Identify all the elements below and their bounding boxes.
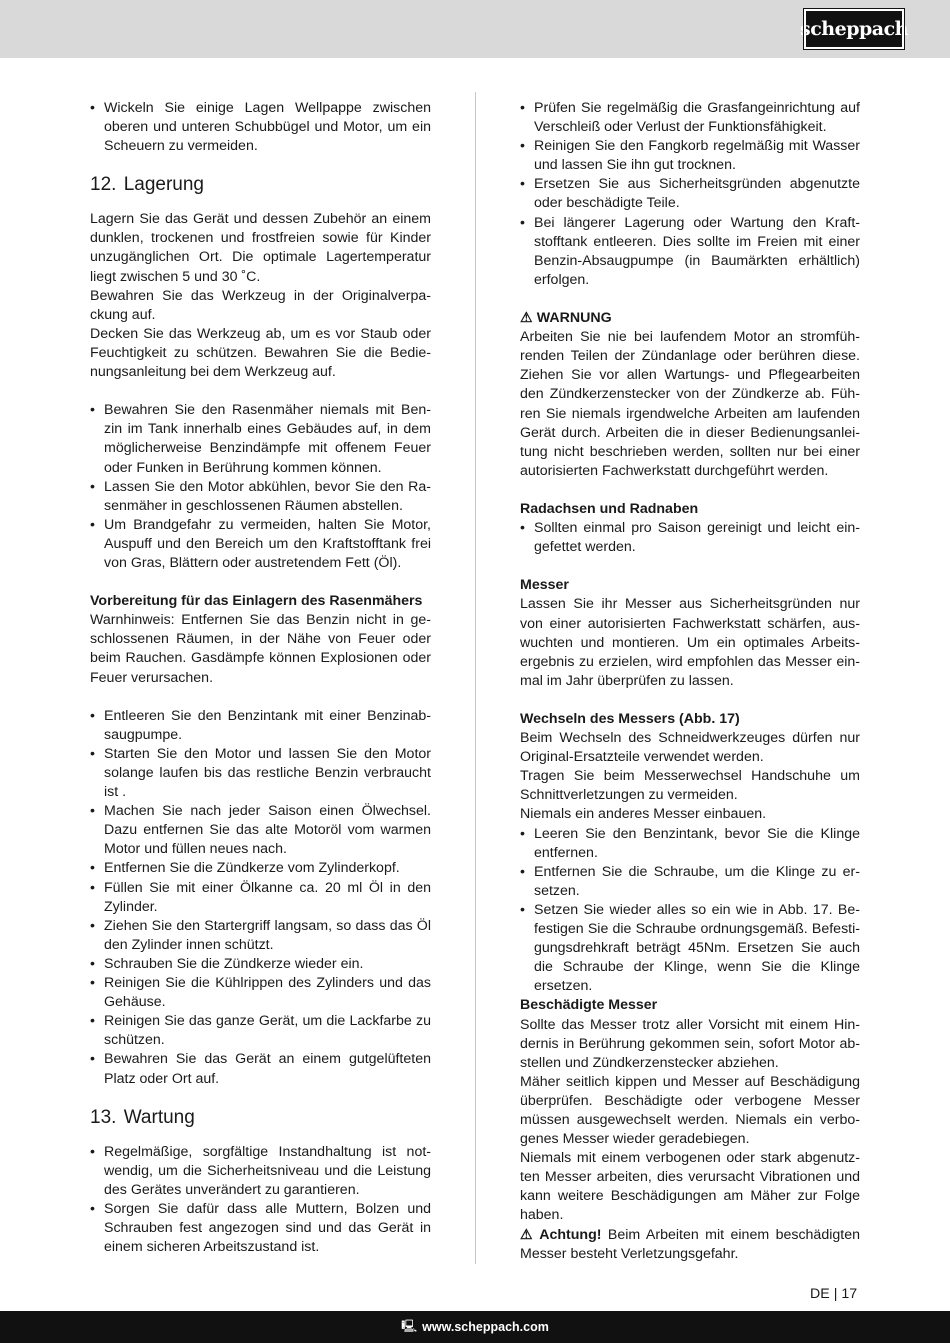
list-item: • Setzen Sie wieder alles so ein wie in Abb. 17. Be-festigen Sie die Schraube ordnungsgemäß. Befesti-gungsdrehkraft beträgt 45Nm. Ersetzen Sie auch die Schraube der Klinge, wenn Sie die Klinge ersetzen. [520,901,860,996]
paragraph: Sollte das Messer trotz aller Vorsicht mit einem Hin-dernis in Berührung gekommen sein, sofort Motor ab-stellen und Zündkerzenstecker abziehen. [520,1016,860,1071]
paragraph: Bewahren Sie das Werkzeug in der Originalverpa-ckung auf. [90,287,431,323]
list-item: • Reinigen Sie das ganze Gerät, um die Lackfarbe zu schützen. [90,1012,431,1050]
scheppach-logo: scheppach [804,9,904,49]
paragraph: Niemals ein anderes Messer einbauen. [520,806,767,823]
website-link[interactable]: www.scheppach.com [422,1320,549,1334]
right-column [520,99,860,1264]
list-item: • Leeren Sie den Benzintank, bevor Sie die Klinge entfernen. [520,825,860,863]
list-item: • Lassen Sie den Motor abkühlen, bevor Sie den Ra-senmäher in geschlossenen Räumen abstellen. [90,478,431,516]
wartung-bullet-list [90,1143,431,1258]
list-item: • Entleeren Sie den Benzintank mit einer Benzinab-saugpumpe. [90,707,431,745]
warning-triangle-icon: ⚠ [520,1226,536,1243]
list-item: • Entfernen Sie die Schraube, um die Klinge zu er-setzen. [520,863,860,901]
list-item: • Wickeln Sie einige Lagen Wellpappe zwischen oberen und unteren Schubbügel und Motor, um ein Scheuern zu vermeiden. [90,99,431,156]
lagerung-bullet-list [90,401,431,573]
paragraph: Warnhinweis: Entfernen Sie das Benzin nicht in ge-schlossenen Räumen, in der Nähe von Feuer oder beim Rauchen. Gasdämpfe können Explosionen oder Feuer verursachen. [90,612,431,686]
section-title: Lagerung [123,174,204,196]
section-12-heading [90,173,431,197]
subheading: Radachsen und Radnaben [520,500,699,517]
list-item: • Ersetzen Sie aus Sicherheitsgründen abgenutzte oder beschädigte Teile. [520,175,860,213]
section-number: 13. [90,1106,117,1128]
page-value: 17 [841,1286,858,1302]
list-item: • Regelmäßige, sorgfältige Instandhaltung ist not-wendig, um die Sicherheitsniveau und die Leistung des Gerätes unverändert zu garantieren. [90,1143,431,1200]
paragraph: Lagern Sie das Gerät und dessen Zubehör an einem dunklen, trockenen und frostfreien sowie für Kinder unzugänglichen Ort. Die optimale Lagertemperatur liegt zwischen 5 und 30 ˚C. [90,211,431,285]
subheading: Wechseln des Messers (Abb. 17) [520,711,740,727]
paragraph: Arbeiten Sie nie bei laufendem Motor an stromfüh-renden Teilen der Zündanlage oder berühren diese. Ziehen Sie vor allen Wartungs- und Pflegearbeiten den Zündkerzenstecker von der Zündkerze ab. Füh-ren Sie niemals irgendwelche Arbeiten am laufenden Gerät durch. Arbeiten die in dieser Bedienungsanlei-tung nicht beschrieben werden, sollten nur bei einer autorisierten Fachwerkstatt durchgeführt werden. [520,329,860,479]
list-item: • Bewahren Sie den Rasenmäher niemals mit Ben-zin im Tank innerhalb eines Gebäudes auf, in dem möglicherweise Benzindämpfe mit offenem Feuer oder Funken in Berührung kommen können. [90,401,431,477]
list-item: • Prüfen Sie regelmäßig die Grasfangeinrichtung auf Verschleiß oder Verlust der Funktionsfähigkeit. [520,99,860,137]
wechseln-bullet-list [520,825,860,997]
monitor-icon: 🖳 [401,1318,418,1333]
list-item: • Starten Sie den Motor und lassen Sie den Motor solange laufen bis das restliche Benzin verbraucht ist . [90,745,431,802]
list-item: • Um Brandgefahr zu vermeiden, halten Sie Motor, Auspuff und den Bereich um den Kraftstofftank frei von Gras, Blättern oder austretendem Fett (Öl). [90,516,431,573]
warning-triangle-icon: ⚠ [520,310,533,327]
paragraph: Decken Sie das Werkzeug ab, um es vor Staub oder Feuchtigkeit zu schützen. Bewahren Sie die Bedie-nungsanleitung bei dem Werkzeug auf. [90,325,431,381]
list-item: • Reinigen Sie den Fangkorb regelmäßig mit Wasser und lassen Sie ihn gut trocknen. [520,137,860,175]
paragraph: Lassen Sie ihr Messer aus Sicherheitsgründen nur von einer autorisierten Fachwerkstatt schärfen, aus-wuchten und montieren. Um ein optimales Arbeits-ergebnis zu erzielen, wird empfohlen das Messer ein-mal im Jahr überprüfen zu lassen. [520,596,860,689]
list-item: • Schrauben Sie die Zündkerze wieder ein. [90,955,431,974]
section-number: 12. [90,174,117,196]
list-item: • Füllen Sie mit einer Ölkanne ca. 20 ml Öl in den Zylinder. [90,879,431,917]
footer-bar [0,1311,950,1343]
list-item: • Reinigen Sie die Kühlrippen des Zylinders und das Gehäuse. [90,974,431,1012]
list-item: • Sorgen Sie dafür dass alle Muttern, Bolzen und Schrauben fest angezogen sind und das Gerät in einem sicheren Arbeitszustand ist. [90,1200,431,1257]
vorbereitung-bullet-list [90,707,431,1089]
paragraph: Mäher seitlich kippen und Messer auf Beschädigung überprüfen. Beschädigte oder verbogene Messer müssen ausgewechselt werden. Niemals ein verbo-genes Messer wieder geradebiegen. [520,1073,860,1148]
section-title: Wartung [123,1106,195,1128]
intro-bullet-list [90,99,431,156]
list-item: • Entfernen Sie die Zündkerze vom Zylinderkopf. [90,859,431,878]
left-column [90,99,431,1257]
warning-title: WARNUNG [536,310,612,327]
paragraph: Beim Wechseln des Schneidwerkzeuges dürfen nur Original-Ersatzteile verwendet werden. [520,730,860,766]
subheading: Messer [520,577,569,594]
section-13-heading [90,1106,431,1130]
caution-label: Achtung! [539,1226,602,1243]
column-divider [475,92,476,1264]
paragraph: Tragen Sie beim Messerwechsel Handschuhe um Schnittverletzungen zu vermeiden. [520,768,860,804]
caution-paragraph [520,1226,860,1264]
subheading: Beschädigte Messer [520,997,658,1014]
radachsen-bullet-list [520,519,860,557]
list-item: • Sollten einmal pro Saison gereinigt und leicht ein-gefettet werden. [520,519,860,557]
list-item: • Bewahren Sie das Gerät an einem gutgelüfteten Platz oder Ort auf. [90,1050,431,1088]
warning-heading [520,309,860,328]
list-item: • Ziehen Sie den Startergriff langsam, so dass das Öl den Zylinder innen schützt. [90,917,431,955]
list-item: • Bei längerer Lagerung oder Wartung den Kraft-stofftank entleeren. Dies sollte im Freien mit einer Benzin-Absaugpumpe (in Baumärkten erhältlich) erfolgen. [520,214,860,290]
caution-text: Beim Arbeiten mit einem beschädigten Messer besteht Verletzungsgefahr. [520,1226,860,1262]
list-item: • Machen Sie nach jeder Saison einen Ölwechsel. Dazu entfernen Sie das alte Motoröl vom warmen Motor und füllen neues nach. [90,802,431,859]
subheading: Vorbereitung für das Einlagern des Rasenmähers [90,593,423,610]
language-code: DE [810,1286,830,1302]
paragraph: Niemals mit einem verbogenen oder stark abgenutz-ten Messer arbeiten, dies verursacht Vibrationen und kann weitere Beschädigungen am Mäher zur Folge haben. [520,1150,860,1224]
page-number: DE | 17 [810,1286,858,1302]
maintenance-bullet-list [520,99,860,290]
